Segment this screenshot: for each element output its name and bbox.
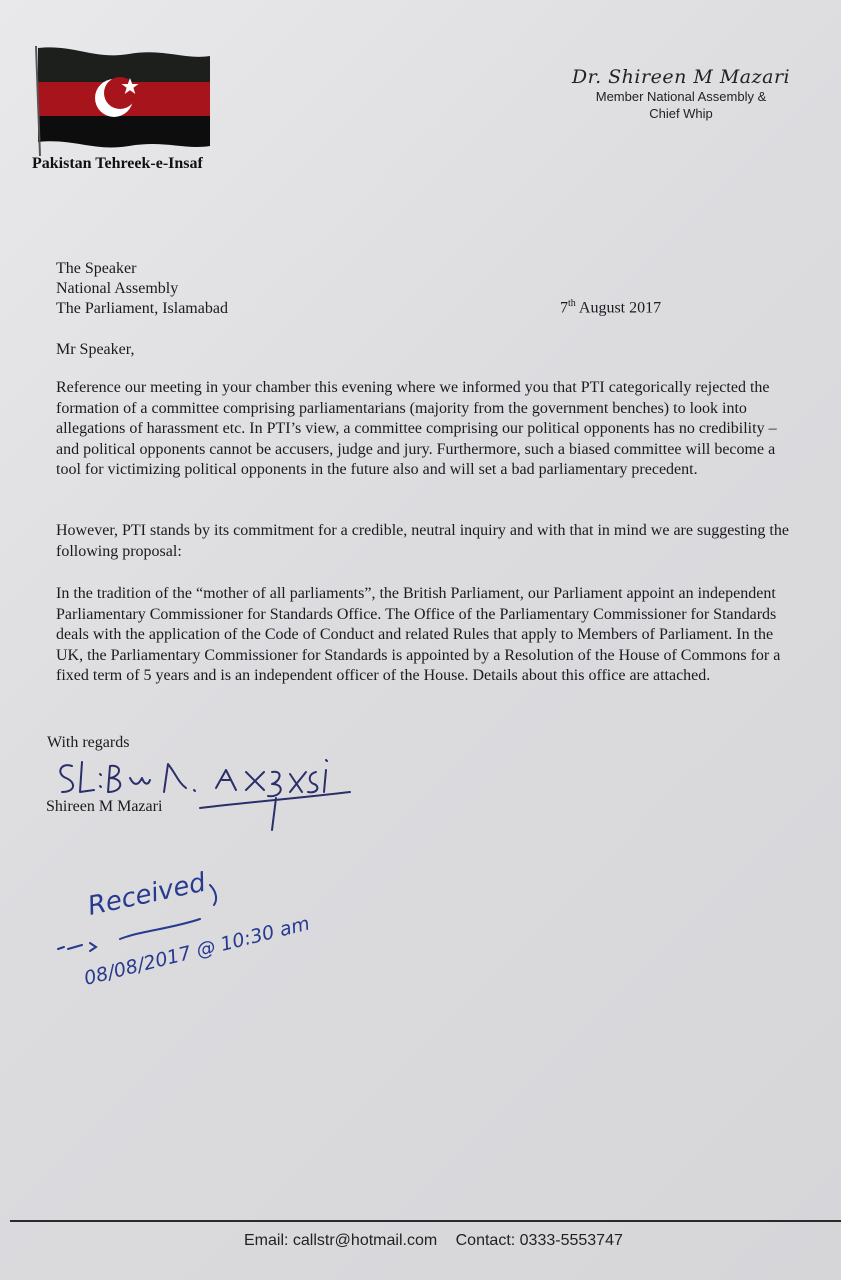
footer-email: Email: callstr@hotmail.com — [244, 1232, 438, 1249]
received-word: Received — [85, 867, 209, 922]
recipient-line2: National Assembly — [56, 280, 179, 297]
handwritten-signature — [50, 752, 360, 832]
date-rest: August 2017 — [575, 299, 662, 317]
signatory-name: Shireen M Mazari — [46, 798, 163, 815]
body-paragraph-2: However, PTI stands by its commitment for a credible, neutral inquiry and with that in mind we are suggesting the following proposal: — [56, 522, 789, 560]
author-block — [541, 66, 821, 122]
author-title-line2: Chief Whip — [649, 106, 713, 121]
received-date: 08/08/2017 @ 10:30 am — [81, 912, 312, 990]
body-paragraph-3: In the tradition of the “mother of all parliaments”, the British Parliament, our Parliament appoint an independent Parliamentary Commissioner for Standards Office. The Office of the Parliamentary Commissioner for Standards deals with the application of the Code of Conduct and related Rules that apply to Members of Parliament. In the UK, the Parliamentary Commissioner for Standards is appointed by a Resolution of the House of Commons for a fixed term of 5 years and is an independent officer of the House. Details about this office are attached. — [56, 585, 781, 684]
letter-date — [560, 298, 661, 317]
date-suffix: th — [568, 298, 576, 309]
closing: With regards — [47, 734, 130, 751]
salutation: Mr Speaker, — [56, 341, 135, 358]
footer-contact — [244, 1232, 637, 1250]
pti-flag-icon — [34, 46, 214, 156]
body-paragraph-1: Reference our meeting in your chamber this evening where we informed you that PTI categorically rejected the formation of a committee comprising parliamentarians (majority from the government benches) to look into allegations of harassment etc. In PTI’s view, a committee comprising our political opponents has no credibility – and political opponents cannot be accusers, judge and jury. Furthermore, such a biased committee will become a tool for victimizing political opponents in the future also and will set a bad parliamentary precedent. — [56, 379, 777, 478]
recipient-address — [56, 259, 228, 319]
author-name: Dr. Shireen M Mazari — [571, 66, 791, 88]
recipient-line3: The Parliament, Islamabad — [56, 300, 228, 317]
footer-divider — [10, 1220, 841, 1222]
footer-phone: Contact: 0333-5553747 — [455, 1232, 623, 1249]
received-annotation — [50, 845, 370, 995]
author-title-line1: Member National Assembly & — [595, 89, 767, 104]
party-name: Pakistan Tehreek-e-Insaf — [32, 155, 203, 172]
recipient-line1: The Speaker — [56, 260, 137, 277]
date-day: 7 — [560, 299, 568, 317]
